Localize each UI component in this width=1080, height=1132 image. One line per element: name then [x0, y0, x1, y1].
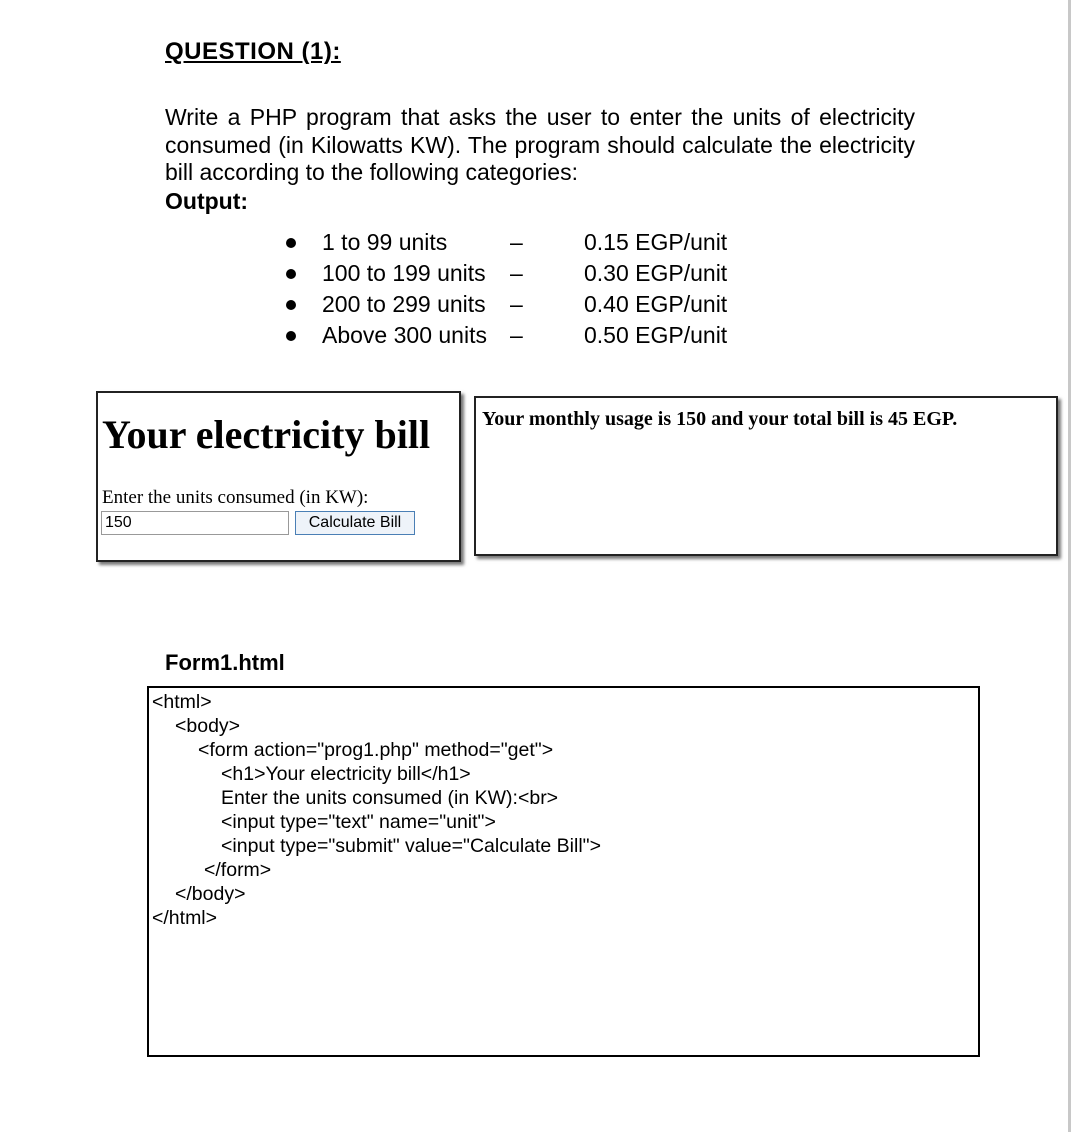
category-range: Above 300 units: [322, 322, 487, 348]
code-line: <html>: [152, 691, 212, 713]
category-rate: 0.40 EGP/unit: [584, 291, 728, 317]
code-listing: [147, 686, 980, 1057]
category-range: 1 to 99 units: [322, 229, 448, 255]
bullet-icon: [286, 331, 296, 341]
category-dash: –: [510, 322, 523, 348]
code-line: <form action="prog1.php" method="get">: [198, 739, 554, 761]
question-title: QUESTION (1):: [165, 38, 341, 65]
calculate-bill-button[interactable]: Calculate Bill: [295, 511, 415, 535]
units-input[interactable]: [101, 511, 289, 535]
form-heading: Your electricity bill: [102, 412, 431, 457]
output-label: Output:: [165, 188, 249, 214]
question-intro: Write a PHP program that asks the user to enter the units of electricity consumed (in Kilowatts KW). The program should calculate the electricity bill according to the following categories:: [165, 104, 915, 185]
result-message: Your monthly usage is 150 and your total bill is 45 EGP.: [482, 408, 958, 430]
code-line: </html>: [152, 907, 218, 929]
page-edge-divider: [1068, 0, 1071, 1132]
bullet-icon: [286, 300, 296, 310]
category-rate: 0.15 EGP/unit: [584, 229, 728, 255]
category-dash: –: [510, 260, 523, 286]
code-line: <h1>Your electricity bill</h1>: [221, 763, 471, 785]
category-rate: 0.30 EGP/unit: [584, 260, 728, 286]
code-line: <input type="text" name="unit">: [221, 811, 496, 833]
code-line: </body>: [175, 883, 246, 905]
category-range: 100 to 199 units: [322, 260, 486, 286]
units-label: Enter the units consumed (in KW):: [102, 487, 369, 508]
category-dash: –: [510, 229, 523, 255]
category-rate: 0.50 EGP/unit: [584, 322, 728, 348]
category-range: 200 to 299 units: [322, 291, 486, 317]
bullet-icon: [286, 238, 296, 248]
code-line: <input type="submit" value="Calculate Bill">: [221, 835, 601, 857]
category-dash: –: [510, 291, 523, 317]
code-line: <body>: [175, 715, 241, 737]
bullet-icon: [286, 269, 296, 279]
code-line: </form>: [204, 859, 272, 881]
code-file-name: Form1.html: [165, 650, 285, 675]
result-preview-screenshot: [474, 396, 1058, 556]
form-preview-screenshot: [96, 391, 461, 562]
code-line: Enter the units consumed (in KW):<br>: [221, 787, 559, 809]
